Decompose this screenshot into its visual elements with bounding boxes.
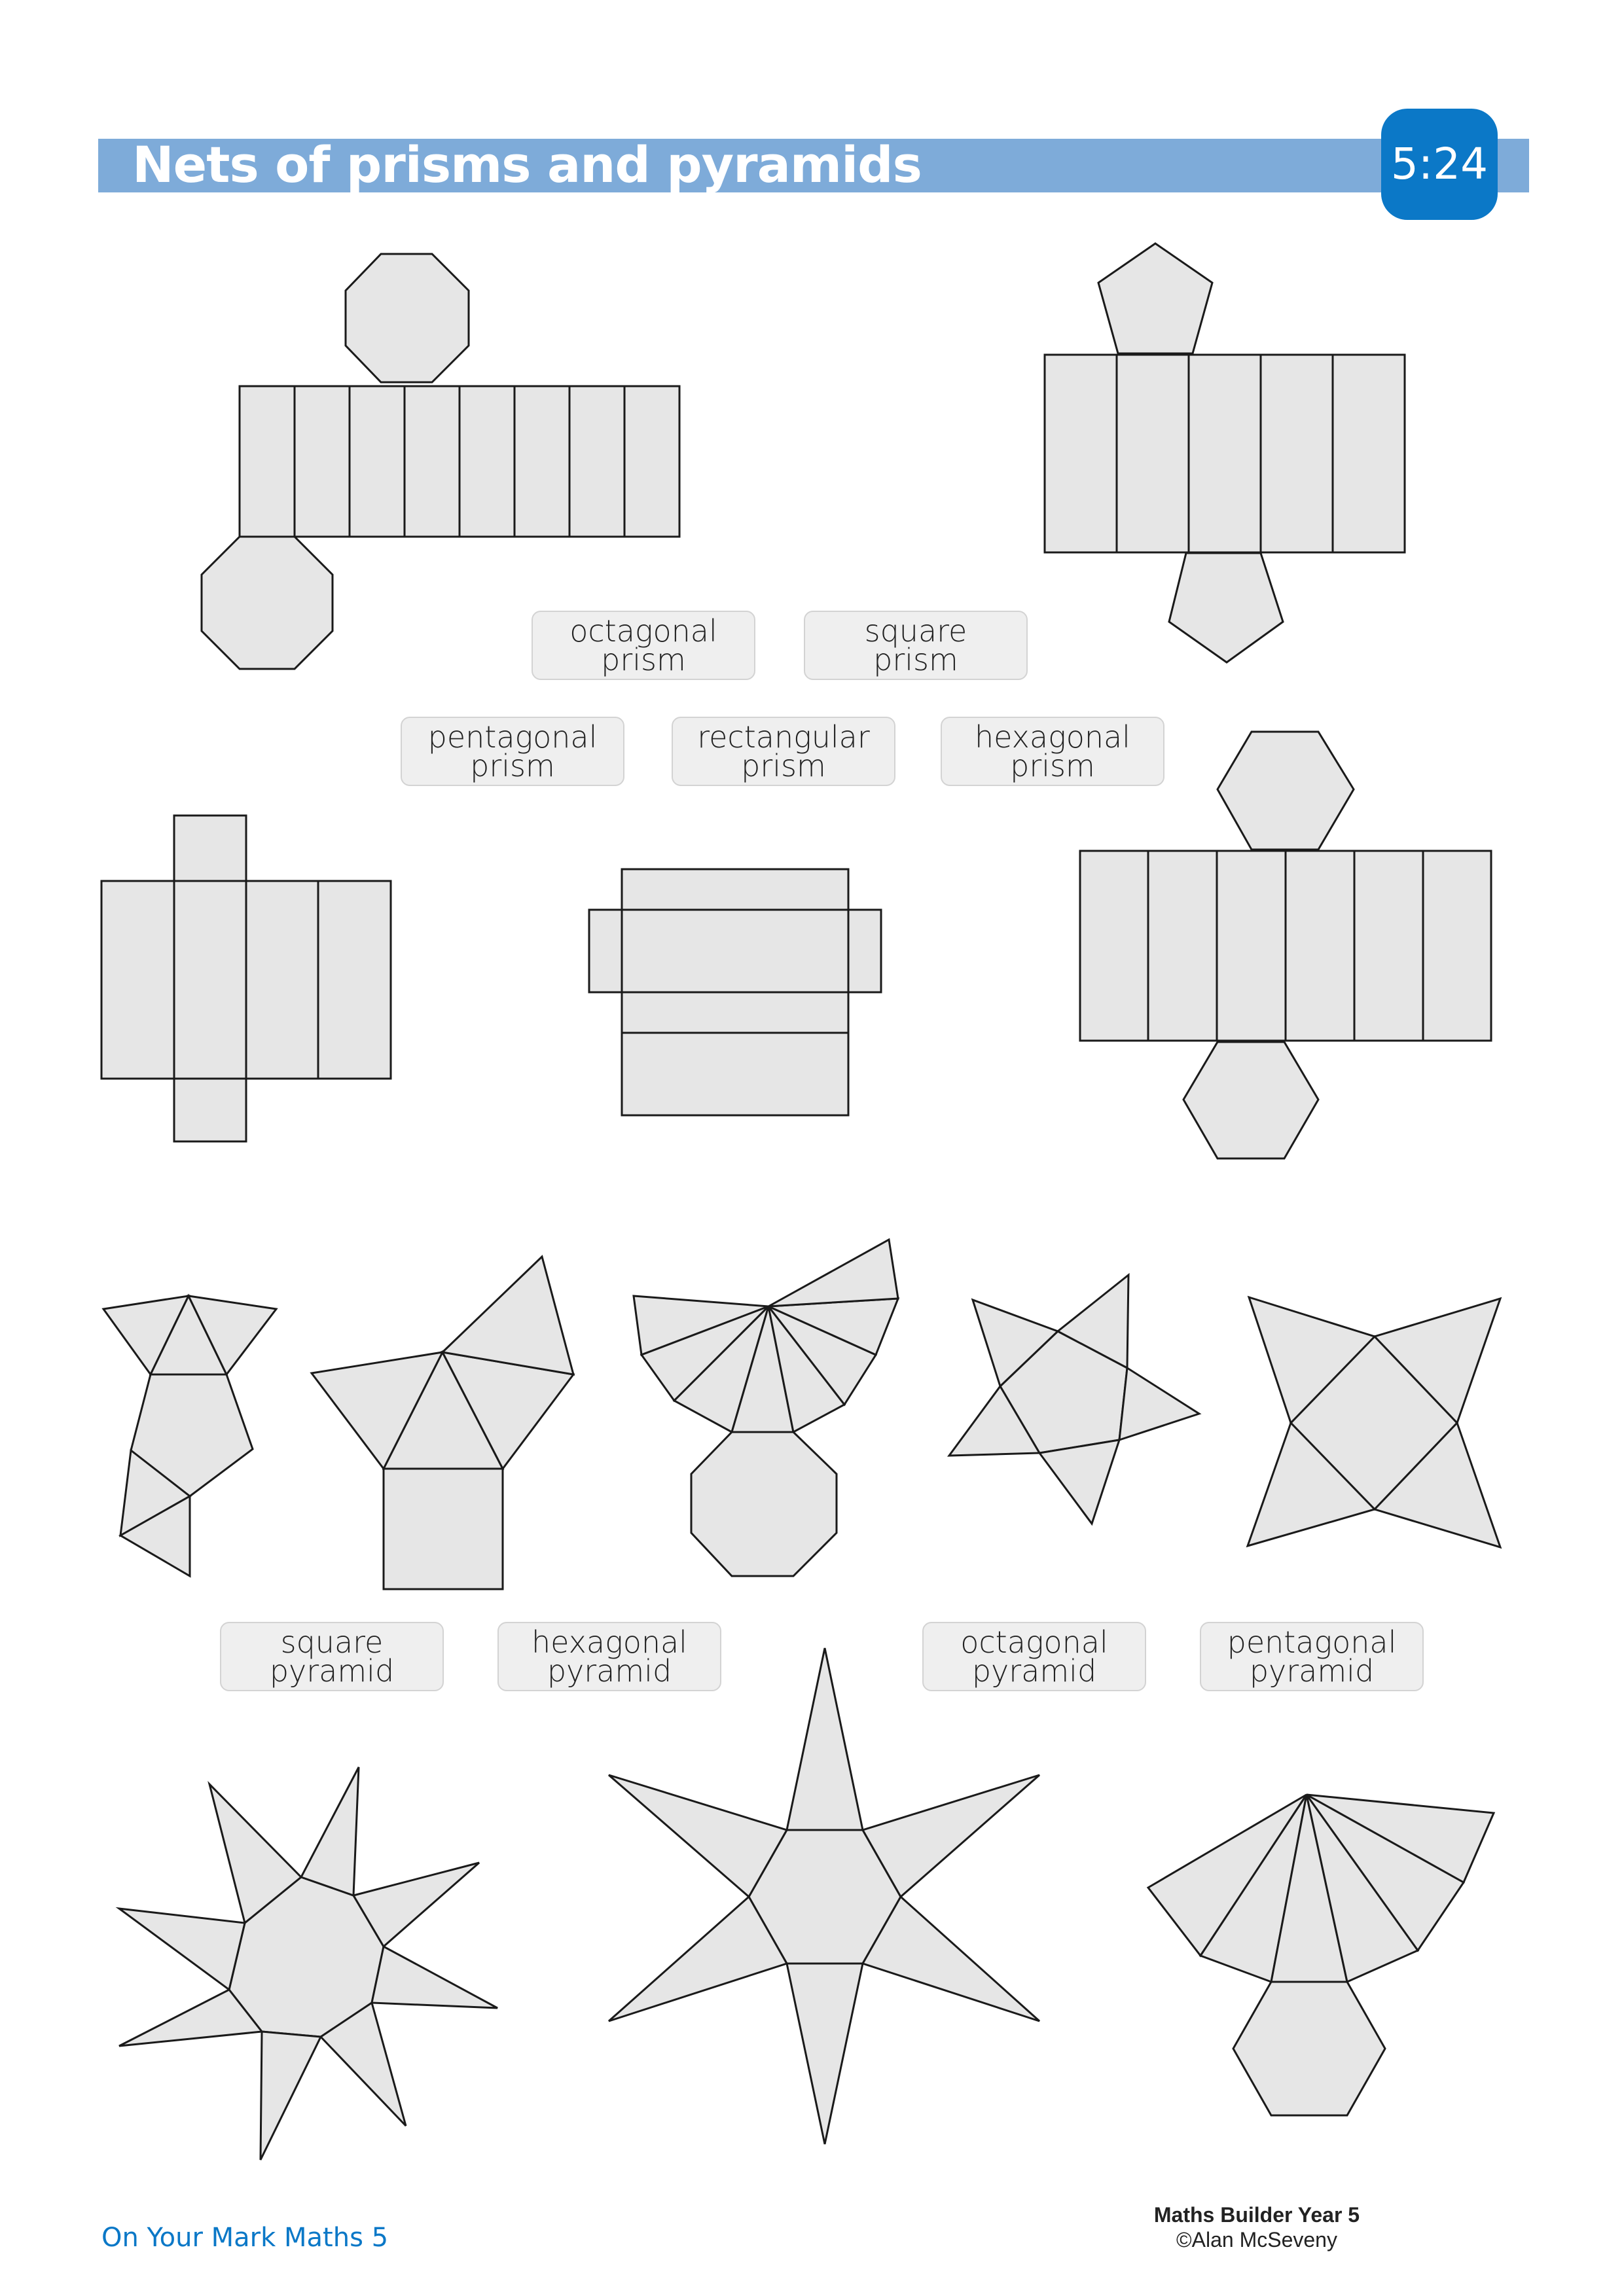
rect-face — [350, 386, 405, 537]
rect-face — [1354, 851, 1423, 1041]
rect-face — [1286, 851, 1354, 1041]
label-line-2: prism — [873, 642, 958, 677]
triangle-face — [119, 1909, 245, 1990]
footer-book-title: Maths Builder Year 5 — [1153, 2203, 1360, 2227]
net-square-pyramid-variant — [312, 1257, 573, 1589]
page-title: Nets of prisms and pyramids — [132, 135, 922, 194]
triangle-face — [1119, 1368, 1199, 1440]
label-line-1: rectangular — [697, 719, 870, 755]
label-line-2: prism — [601, 642, 686, 677]
rect-face — [405, 386, 460, 537]
pentagon-face — [1098, 243, 1212, 353]
square-face — [174, 816, 246, 881]
rect-face — [1423, 851, 1491, 1041]
octagon-face — [202, 537, 333, 669]
triangle-face — [863, 1897, 1039, 2021]
label-line-2: pyramid — [547, 1653, 672, 1689]
label-line-2: pyramid — [971, 1653, 1097, 1689]
label-line-2: pyramid — [269, 1653, 395, 1689]
label-hexagonal-prism[interactable] — [941, 717, 1164, 786]
net-pentagonal-prism — [1045, 243, 1405, 662]
triangle-face — [863, 1775, 1039, 1897]
rect-face — [589, 910, 622, 992]
triangle-face — [787, 1648, 863, 1830]
octagon-face — [691, 1432, 837, 1576]
rect-face — [622, 992, 848, 1033]
triangle-face — [301, 1767, 359, 1895]
label-rectangular-prism[interactable] — [672, 717, 895, 786]
label-square-pyramid[interactable] — [220, 1622, 444, 1691]
rect-face — [460, 386, 514, 537]
rect-face — [569, 386, 624, 537]
label-hexagonal-pyramid[interactable] — [497, 1622, 721, 1691]
label-square-prism[interactable] — [804, 611, 1028, 680]
rect-face — [622, 1033, 848, 1115]
rect-face — [1045, 355, 1117, 552]
label-line-1: octagonal — [569, 613, 717, 649]
square-face — [384, 1469, 503, 1589]
label-pentagonal-prism[interactable] — [401, 717, 624, 786]
rect-face — [295, 386, 350, 537]
rect-face — [1189, 355, 1261, 552]
rect-face — [622, 910, 848, 992]
triangle-face — [372, 1946, 497, 2008]
label-line-1: hexagonal — [532, 1624, 687, 1660]
label-line-1: pentagonal — [1227, 1624, 1397, 1660]
net-pentagonal-pyramid-variant — [103, 1296, 276, 1576]
label-line-1: hexagonal — [975, 719, 1130, 755]
label-octagonal-prism[interactable] — [532, 611, 755, 680]
pentagon-face — [1169, 553, 1283, 662]
rect-face — [101, 881, 174, 1079]
net-octagonal-prism — [202, 254, 679, 669]
label-line-2: prism — [741, 748, 826, 783]
net-square-prism — [101, 816, 391, 1141]
rect-face — [1261, 355, 1333, 552]
label-line-2: pyramid — [1249, 1653, 1375, 1689]
hexagon-face — [1233, 1982, 1385, 2115]
label-line-1: square — [864, 613, 967, 649]
net-hexagonal-pyramid-star — [609, 1648, 1039, 2144]
hexagon-face — [1183, 1042, 1318, 1158]
rect-face — [246, 881, 318, 1079]
activity-number-badge: 5:24 — [1381, 109, 1498, 220]
net-square-pyramid-star — [1248, 1297, 1500, 1547]
net-pentagonal-pyramid-star — [949, 1275, 1199, 1524]
footer-copyright: ©Alan McSeveny — [1176, 2228, 1337, 2251]
label-line-1: octagonal — [960, 1624, 1108, 1660]
triangle-face — [787, 1964, 863, 2144]
rect-face — [624, 386, 679, 537]
rect-face — [174, 881, 246, 1079]
rect-face — [1148, 851, 1217, 1041]
rect-face — [1117, 355, 1189, 552]
rect-face — [848, 910, 881, 992]
footer-series-title: On Your Mark Maths 5 — [101, 2223, 389, 2253]
label-pentagonal-pyramid[interactable] — [1200, 1622, 1424, 1691]
rect-face — [1217, 851, 1286, 1041]
triangle-face — [609, 1775, 787, 1897]
net-hexagonal-pyramid-fan — [1148, 1795, 1494, 2115]
net-octagonal-pyramid-star — [119, 1767, 497, 2160]
rect-face — [1333, 355, 1405, 552]
net-hexagonal-prism — [1080, 732, 1491, 1158]
triangle-face — [261, 2032, 321, 2160]
label-octagonal-pyramid[interactable] — [922, 1622, 1146, 1691]
label-line-1: square — [280, 1624, 384, 1660]
octagon-face — [346, 254, 469, 382]
label-line-2: prism — [1010, 748, 1095, 783]
fan-triangle — [768, 1240, 898, 1306]
net-rectangular-prism — [589, 869, 881, 1115]
hexagon-face — [1218, 732, 1354, 850]
label-line-2: prism — [470, 748, 555, 783]
rect-face — [240, 386, 295, 537]
rect-face — [1080, 851, 1148, 1041]
triangle-face — [1039, 1440, 1119, 1524]
rect-face — [514, 386, 569, 537]
label-line-1: pentagonal — [427, 719, 598, 755]
rect-face — [318, 881, 391, 1079]
triangle-face — [609, 1897, 787, 2021]
net-octagonal-pyramid-fan — [634, 1240, 898, 1576]
rect-face — [622, 869, 848, 910]
square-face — [174, 1079, 246, 1141]
